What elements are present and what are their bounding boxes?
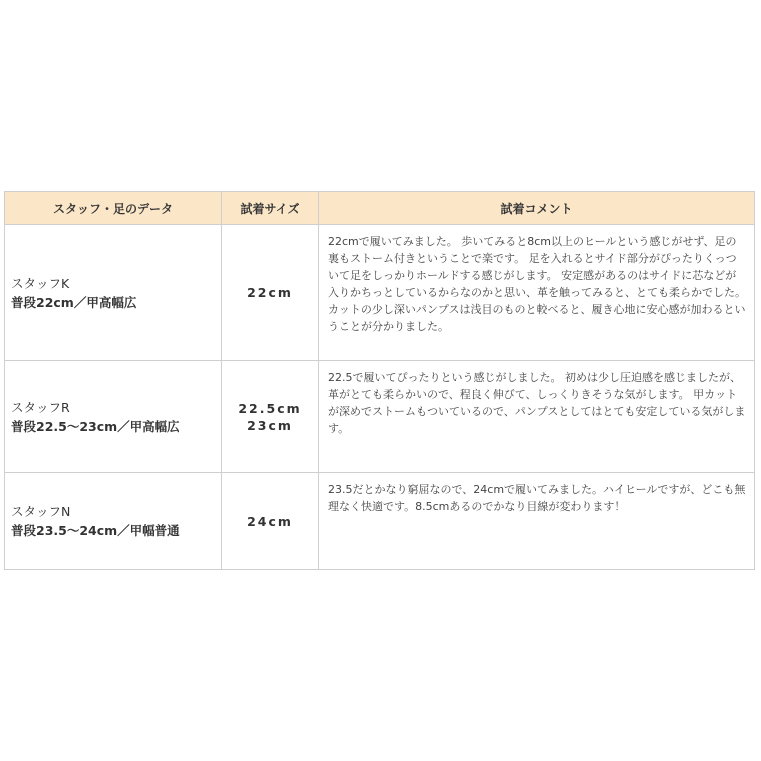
table-row: [5, 473, 755, 570]
fitting-size: 22cm: [247, 285, 293, 300]
header-size: 試着サイズ: [222, 192, 319, 225]
comment-cell: 22.5で履いてぴったりという感じがしました。 初めは少し圧迫感を感じましたが、革がとても柔らかいので、程良く伸びて、しっくりきそうな気がします。 甲カットが深めでストームもついているので、パンプスとしてはとても安定している気がします。: [319, 361, 755, 473]
staff-name: スタッフK: [11, 275, 70, 291]
size-cell: [222, 361, 319, 473]
table-row: [5, 225, 755, 361]
size-cell: [222, 473, 319, 570]
header-comment: 試着コメント: [319, 192, 755, 225]
foot-data: 普段22cm／甲高幅広: [11, 294, 137, 310]
comment-cell: 23.5だとかなり窮屈なので、24cmで履いてみました。ハイヒールですが、どこも無理なく快適です。8.5cmあるのでかなり目線が変わります！: [319, 473, 755, 570]
fitting-size: 24cm: [247, 513, 293, 529]
foot-data: 普段23.5〜24cm／甲幅普通: [11, 523, 180, 538]
fitting-size: 22.5cm: [238, 400, 302, 416]
staff-name: スタッフN: [11, 504, 71, 519]
fitting-size: 23cm: [247, 417, 293, 433]
size-cell: [222, 225, 319, 361]
fitting-table: [4, 191, 755, 570]
table-row: [5, 361, 755, 473]
foot-data: 普段22.5〜23cm／甲高幅広: [11, 418, 180, 434]
staff-cell: [5, 225, 222, 361]
table-header-row: [5, 192, 755, 225]
staff-name: スタッフR: [11, 399, 70, 415]
header-staff: スタッフ・足のデータ: [5, 192, 222, 225]
comment-cell: 22cmで履いてみました。 歩いてみると8cm以上のヒールという感じがせず、足の裏もストーム付きということで楽です。 足を入れるとサイド部分がぴったりくっついて足をしっかりホールドする感じがします。 安定感があるのはサイドに芯などが入りかちっとしているからなのかと思い、革を触ってみると、とても柔らかでした。カットの少し深いパンプスは浅目のものと較べると、履き心地に安心感が加わるということが分かりました。: [319, 225, 755, 361]
staff-cell: [5, 361, 222, 473]
staff-cell: [5, 473, 222, 570]
